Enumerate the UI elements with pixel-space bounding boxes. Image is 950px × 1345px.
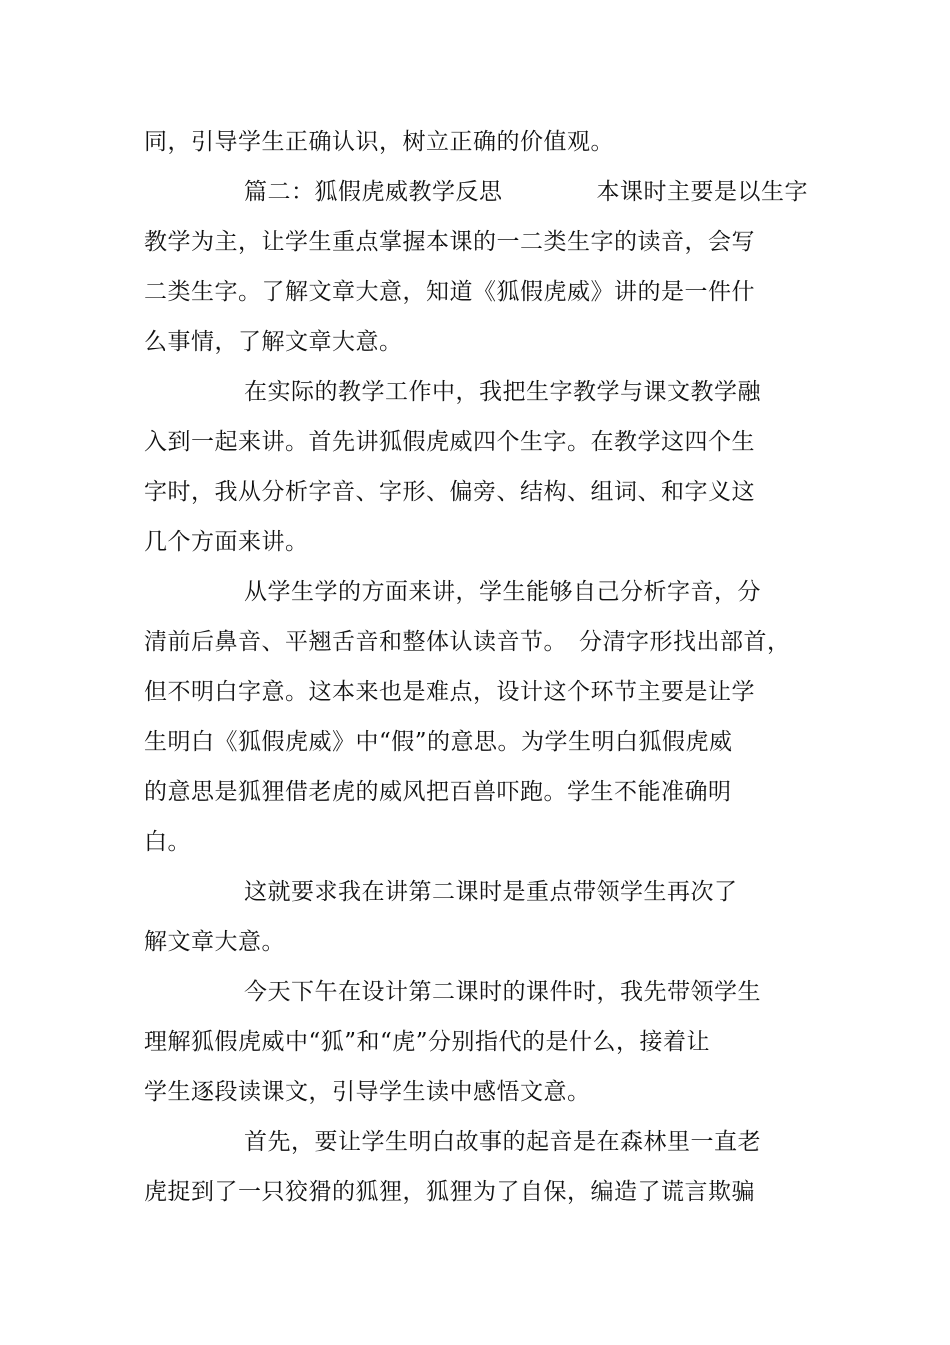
text-line: 清前后鼻音、平翘舌音和整体认读音节。 分清字形找出部首， [144,629,791,655]
text-line: 但不明白字意。这本来也是难点，设计这个环节主要是让学 [144,679,755,705]
text-line: 教学为主，让学生重点掌握本课的一二类生字的读音，会写 [144,229,755,255]
text-line: 字时，我从分析字音、字形、偏旁、结构、组词、和字义这 [144,479,755,505]
text-line: 理解狐假虎威中“狐”和“虎”分别指代的是什么，接着让 [144,1029,711,1055]
text-line: 的意思是狐狸借老虎的威风把百兽吓跑。学生不能准确明 [144,779,732,805]
text-line: 在实际的教学工作中，我把生字教学与课文教学融 [244,379,761,405]
text-line: 首先，要让学生明白故事的起音是在森林里一直老 [244,1129,761,1155]
text-line: 入到一起来讲。首先讲狐假虎威四个生字。在教学这四个生 [144,429,755,455]
text-line: 今天下午在设计第二课时的课件时，我先带领学生 [244,979,761,1005]
text-line: 么事情，了解文章大意。 [144,329,403,355]
text-line: 篇二：狐假虎威教学反思 本课时主要是以生字 [244,179,808,205]
text-line: 解文章大意。 [144,929,285,955]
text-line: 虎捉到了一只狡猾的狐狸，狐狸为了自保，编造了谎言欺骗 [144,1179,755,1205]
text-line: 学生逐段读课文，引导学生读中感悟文意。 [144,1079,591,1105]
text-line: 这就要求我在讲第二课时是重点带领学生再次了 [244,879,738,905]
text-line: 生明白《狐假虎威》中“假”的意思。为学生明白狐假虎威 [144,729,733,755]
text-line: 同，引导学生正确认识，树立正确的价值观。 [144,129,614,155]
text-line: 从学生学的方面来讲，学生能够自己分析字音，分 [244,579,761,605]
text-line: 白。 [144,829,191,855]
text-line: 几个方面来讲。 [144,529,309,555]
text-line: 二类生字。了解文章大意，知道《狐假虎威》讲的是一件什 [144,279,755,305]
